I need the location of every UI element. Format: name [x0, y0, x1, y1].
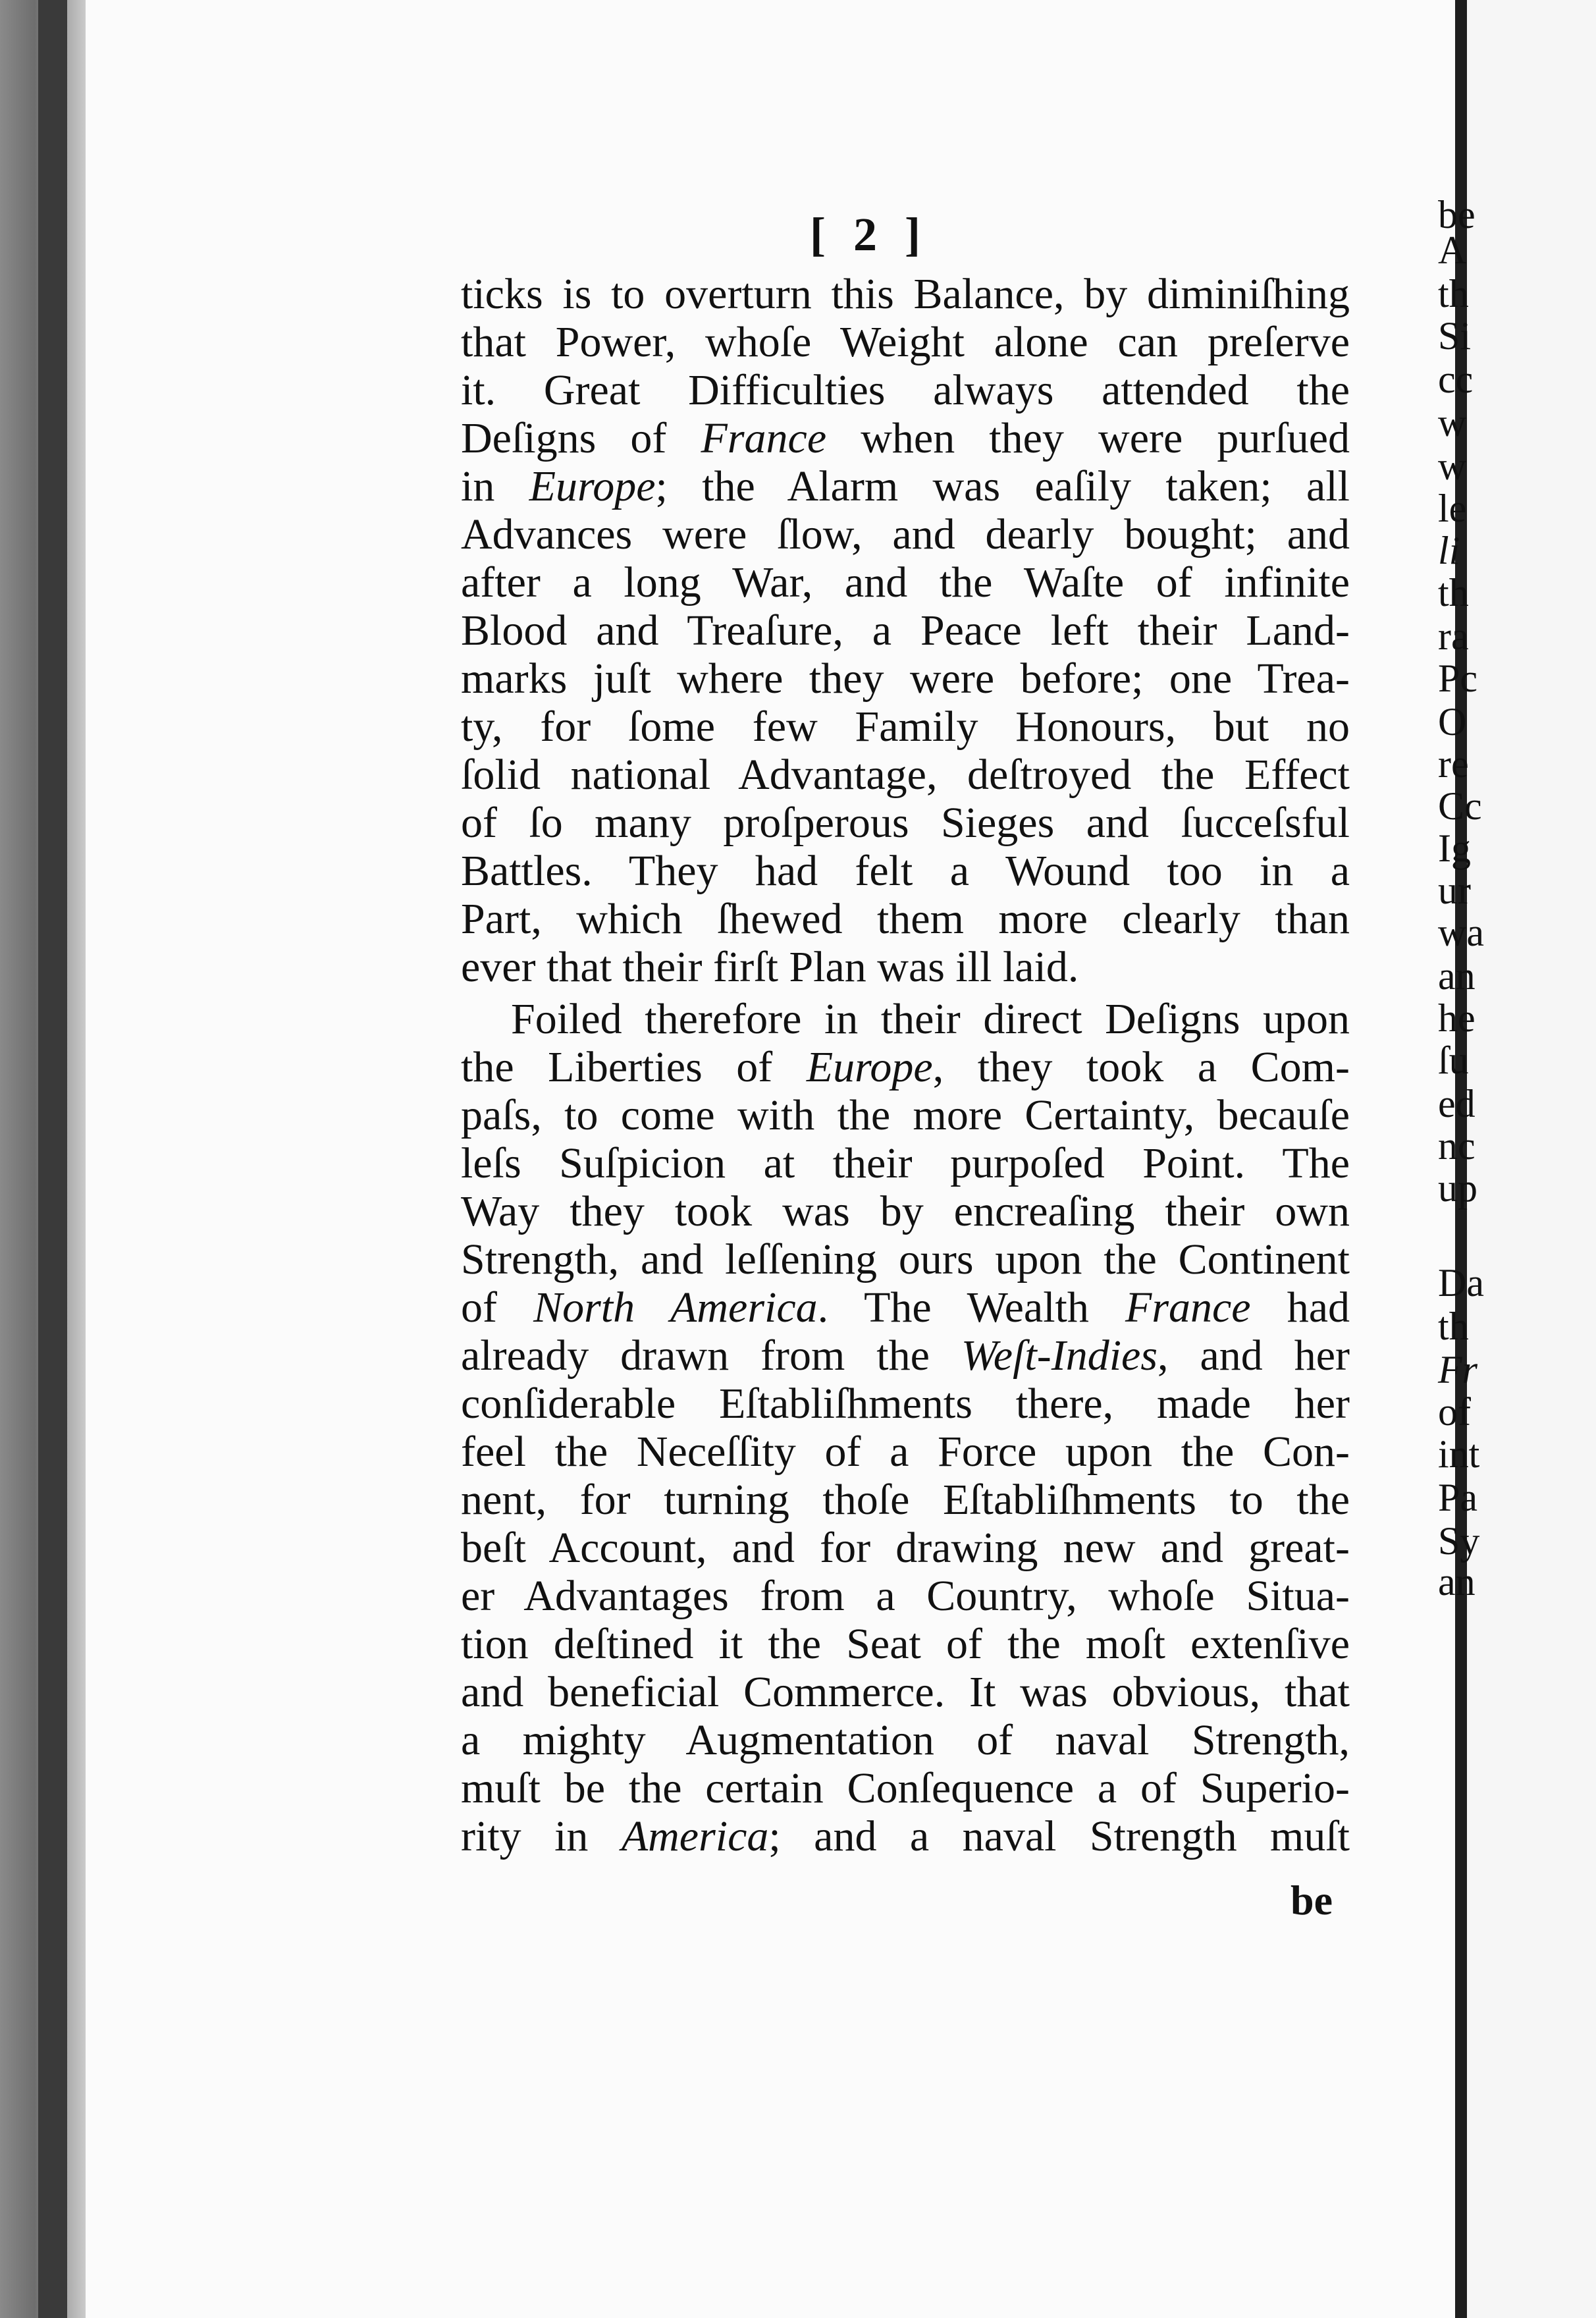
text-line: Part, which ſhewed them more clearly than [461, 895, 1350, 943]
facing-page-fragment: Cc [1438, 784, 1482, 828]
text-line: ſolid national Advantage, deſtroyed the Effect [461, 751, 1350, 799]
italic-text: North America [533, 1283, 818, 1332]
facing-page-fragment: O [1438, 700, 1467, 743]
facing-page-fragment: Pa [1438, 1476, 1477, 1519]
text-line: er Advantages from a Country, whoſe Situa- [461, 1572, 1350, 1620]
text-line: conſiderable Eſtabliſhments there, made her [461, 1380, 1350, 1428]
text-segment: when they were purſued [826, 414, 1350, 462]
text-segment: had [1250, 1283, 1350, 1332]
text-line [461, 1043, 1350, 1091]
text-line: that Power, whoſe Weight alone can preſerve [461, 318, 1350, 366]
text-line: Foiled therefore in their direct Deſigns upon [511, 995, 1350, 1043]
text-line [461, 414, 1350, 462]
facing-page-fragment: be [1438, 193, 1476, 236]
text-line: Strength, and leſſening ours upon the Continent [461, 1235, 1350, 1283]
facing-page-fragment: int [1438, 1432, 1480, 1476]
catchword: be [1290, 1877, 1333, 1924]
italic-text: Europe [529, 462, 656, 510]
text-line: it. Great Difficulties always attended the [461, 366, 1350, 414]
facing-page-fragment: nc [1438, 1124, 1476, 1168]
text-line [461, 1812, 1350, 1860]
text-segment: ; and a naval Strength muſt [768, 1812, 1350, 1860]
text-line: ever that their firſt Plan was ill laid. [461, 943, 1079, 991]
facing-page-fragment: li [1438, 529, 1460, 572]
facing-page [1438, 0, 1596, 2318]
facing-page-fragment: Si [1438, 314, 1472, 358]
facing-page-fragment: w [1438, 401, 1467, 445]
italic-text: France [701, 414, 827, 462]
text-line: feel the Neceſſity of a Force upon the Con- [461, 1428, 1350, 1476]
text-segment: the Liberties of [461, 1043, 807, 1091]
text-line [461, 462, 1350, 510]
text-segment: Deſigns of [461, 414, 701, 462]
text-segment: . The Wealth [817, 1283, 1125, 1332]
page-number-header: [ 2 ] [810, 208, 928, 261]
text-line: ty, for ſome few Family Honours, but no [461, 703, 1350, 751]
body-text [461, 270, 1350, 1860]
facing-page-fragment: ra [1438, 614, 1469, 658]
italic-text: Weſt-Indies [961, 1332, 1158, 1380]
text-line: of ſo many proſperous Sieges and ſucceſsful [461, 799, 1350, 847]
facing-page-fragment: re [1438, 742, 1469, 786]
text-line: ticks is to overturn this Balance, by diminiſhing [461, 270, 1350, 318]
binding-edge [38, 0, 67, 2318]
facing-page-fragment: ur [1438, 869, 1471, 912]
facing-page-fragment: cc [1438, 358, 1474, 401]
facing-page-fragment: Sy [1438, 1519, 1480, 1563]
text-segment: , they took a Com- [932, 1043, 1350, 1091]
text-line: leſs Suſpicion at their purpoſed Point. The [461, 1139, 1350, 1187]
facing-page-fragment: ſu [1438, 1038, 1469, 1082]
facing-page-fragment: Fr [1438, 1348, 1477, 1391]
text-segment: already drawn from the [461, 1332, 961, 1380]
facing-page-fragment: th [1438, 1305, 1469, 1348]
facing-page-fragment: an [1438, 954, 1476, 998]
text-line: muſt be the certain Conſequence a of Superio- [461, 1764, 1350, 1812]
italic-text: Europe [806, 1043, 933, 1091]
facing-page-fragment: up [1438, 1166, 1477, 1210]
text-segment: rity in [461, 1812, 622, 1860]
text-line [461, 1283, 1350, 1332]
facing-page-fragment: wa [1438, 911, 1484, 954]
facing-page-fragment: Pc [1438, 657, 1477, 700]
facing-page-fragment: w [1438, 445, 1467, 488]
facing-page-fragment: of [1438, 1390, 1471, 1434]
text-segment: in [461, 462, 529, 510]
text-line: tion deſtined it the Seat of the moſt extenſive [461, 1620, 1350, 1668]
facing-page-fragment: Ig [1438, 826, 1471, 870]
text-line: and beneficial Commerce. It was obvious, that [461, 1668, 1350, 1716]
text-line: Way they took was by encreaſing their own [461, 1187, 1350, 1235]
text-line: beſt Account, and for drawing new and great- [461, 1524, 1350, 1572]
facing-page-fragment: th [1438, 571, 1469, 614]
facing-page-fragment: Da [1438, 1261, 1484, 1305]
facing-page-fragment: th [1438, 272, 1469, 315]
text-line: Advances were ſlow, and dearly bought; and [461, 510, 1350, 558]
text-segment: of [461, 1283, 534, 1332]
facing-page-fragment: le [1438, 487, 1467, 530]
italic-text: America [621, 1812, 769, 1860]
text-line: after a long War, and the Waſte of infinite [461, 558, 1350, 606]
text-segment: ; the Alarm was eaſily taken; all [655, 462, 1350, 510]
facing-page-fragment: ed [1438, 1082, 1476, 1125]
text-line: nent, for turning thoſe Eſtabliſhments to the [461, 1476, 1350, 1524]
text-line: paſs, to come with the more Certainty, becauſe [461, 1091, 1350, 1139]
text-line: a mighty Augmentation of naval Strength, [461, 1716, 1350, 1764]
text-line: marks juſt where they were before; one Trea- [461, 655, 1350, 703]
text-line: Blood and Treaſure, a Peace left their Land- [461, 606, 1350, 655]
facing-page-fragment: an [1438, 1560, 1476, 1604]
facing-page-fragment: A [1438, 229, 1467, 272]
text-line: Battles. They had felt a Wound too in a [461, 847, 1350, 895]
text-line [461, 1332, 1350, 1380]
facing-page-fragment: he [1438, 996, 1476, 1040]
italic-text: France [1125, 1283, 1251, 1332]
text-segment: , and her [1157, 1332, 1350, 1380]
